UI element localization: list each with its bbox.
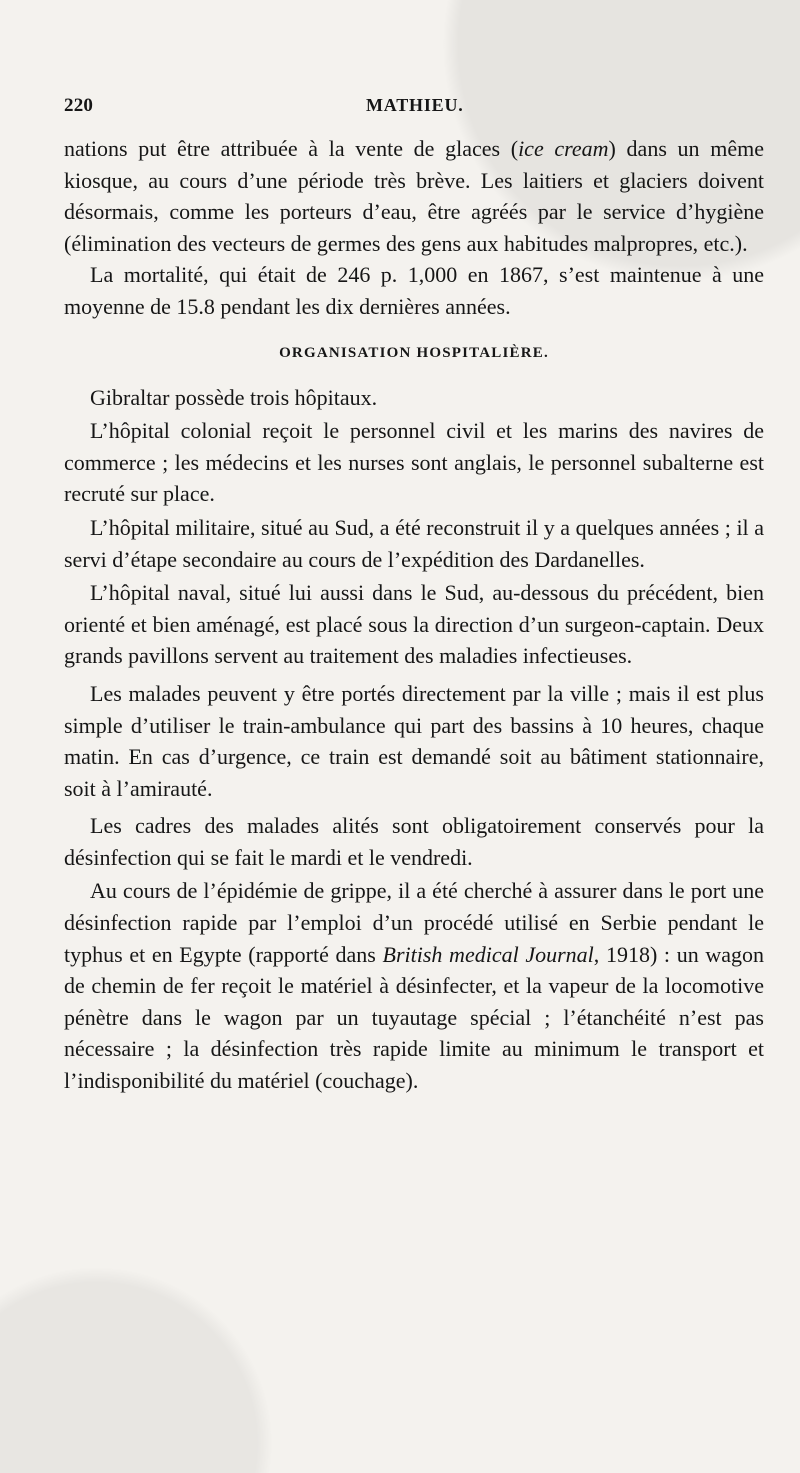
main-text bbox=[64, 133, 764, 1097]
disinfection-text-1: Au cours de l’épidémie de grippe, il a été cherché à assurer dans le port une désinfection rapide par l’emploi d’un procédé utilisé en Serbie pendant le typhus et en Egypte (rapporté dans bbox=[64, 878, 764, 967]
paragraph-continued-text-2: ) dans un même kiosque, au cours d’une période très brève. Les laitiers et glaciers doivent désormais, comme les porteurs d’eau, être agréés par le service d’hygiène (élimination des vecteurs de germes des gens aux habitudes malpropres, etc.). bbox=[64, 136, 764, 256]
patient-transport-paragraph: Les malades peuvent y être portés directement par la ville ; mais il est plus simple d’utiliser le train-ambulance qui part des bassins à 10 heures, chaque matin. En cas d’urgence, ce train est demandé soit au bâtiment stationnaire, soit à l’amirauté. bbox=[64, 680, 764, 801]
journal-title: British medical Journal bbox=[382, 941, 594, 967]
mortality-paragraph: La mortalité, qui était de 246 p. 1,000 en 1867, s’est maintenue à une moyenne de 15.8 pendant les dix dernières années. bbox=[64, 262, 764, 319]
page-header bbox=[64, 95, 739, 125]
military-hospital-paragraph: L’hôpital militaire, situé au Sud, a été reconstruit il y a quelques années ; il a servi d’étape secondaire au cours de l’expédition des Dardanelles. bbox=[64, 514, 764, 572]
paragraph-continued-text-1: nations put être attribuée à la vente de glaces ( bbox=[64, 136, 519, 161]
section-title: ORGANISATION HOSPITALIÈRE. bbox=[279, 344, 549, 361]
naval-hospital-paragraph: L’hôpital naval, situé lui aussi dans le Sud, au-dessous du précédent, bien orienté et bien aménagé, est placé sous la direction d’un surgeon-captain. Deux grands pavillons servent au traitement des maladies infectieuses. bbox=[64, 580, 764, 669]
colonial-hospital-paragraph: L’hôpital colonial reçoit le personnel civil et les marins des navires de commerce ; les médecins et les nurses sont anglais, le personnel subalterne est recruté sur place. bbox=[64, 418, 764, 507]
bed-frames-paragraph: Les cadres des malades alités sont obligatoirement conservés pour la désinfection qui se fait le mardi et le vendredi. bbox=[64, 813, 764, 870]
running-title: MATHIEU. bbox=[366, 95, 464, 115]
ice-cream-term: ice cream bbox=[518, 136, 609, 161]
disinfection-text-2: , 1918) : un wagon de chemin de fer reçoit le matériel à désinfecter, et la vapeur de la locomotive pénètre dans le wagon par un tuyautage spécial ; l’étanchéité n’est pas nécessaire ; la désinfection très rapide limite au minimum le transport et l’indisponibilité du matériel (couchage). bbox=[64, 941, 765, 1094]
page-number: 220 bbox=[64, 95, 94, 116]
paragraph-continued bbox=[64, 133, 764, 259]
disinfection-paragraph bbox=[64, 875, 764, 1096]
hospital-count-paragraph: Gibraltar possède trois hôpitaux. bbox=[90, 384, 378, 410]
